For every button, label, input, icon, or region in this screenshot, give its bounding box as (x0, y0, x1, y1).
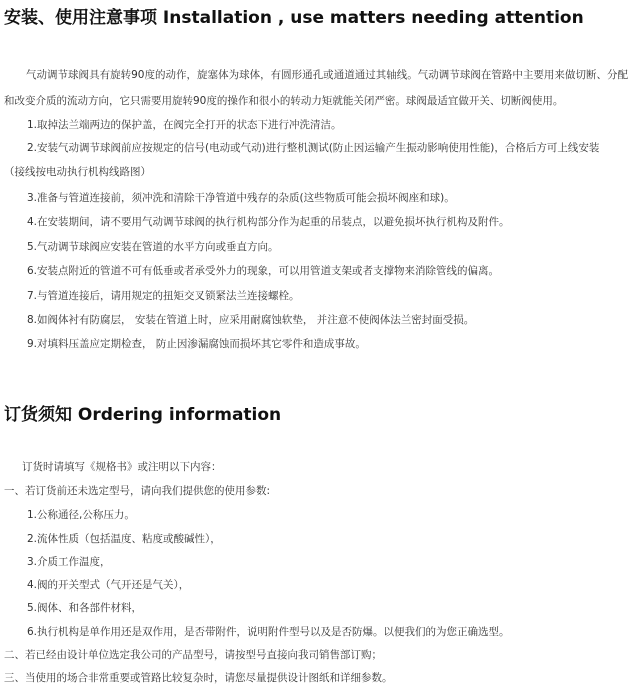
installation-item-4: 4.在安装期间，请不要用气动调节球阀的执行机构部分作为起重的吊装点，以避免损坏执行机构及附件。 (27, 216, 510, 228)
installation-item-6: 6.安装点附近的管道不可有低垂或者承受外力的现象，可以用管道支架或者支撑物来消除管线的偏离。 (27, 265, 500, 277)
installation-item-5: 5.气动调节球阀应安装在管道的水平方向或垂直方向。 (27, 241, 279, 253)
ordering-intro: 订货时请填写《规格书》或注明以下内容： (22, 461, 222, 473)
installation-item-7: 7.与管道连接后，请用规定的扭矩交叉锁紧法兰连接螺栓。 (27, 290, 300, 302)
ordering-point-2: 二、若已经由设计单位选定我公司的产品型号，请按型号直接向我司销售部订购； (4, 649, 382, 661)
ordering-subitem-6: 6.执行机构是单作用还是双作用，是否带附件，说明附件型号以及是否防爆。以便我们的为您正确选型。 (27, 626, 510, 638)
ordering-point-3: 三、当使用的场合非常重要或管路比较复杂时，请您尽量提供设计图纸和详细参数。 (4, 672, 393, 684)
ordering-point-1: 一、若订货前还未选定型号，请向我们提供您的使用参数: (4, 485, 271, 497)
installation-heading: 安装、使用注意事项 Installation , use matters needing attention (4, 8, 584, 28)
installation-item-2: 2.安装气动调节球阀前应按规定的信号(电动或气动)进行整机测试(防止因运输产生振动影响使用性能)，合格后方可上线安装（接线按电动执行机构线路图） (4, 142, 600, 178)
ordering-subitem-1: 1.公称通径,公称压力。 (27, 509, 135, 521)
ordering-subitem-2: 2.流体性质（包括温度、粘度或酸碱性）， (27, 533, 221, 545)
ordering-heading: 订货须知 Ordering information (4, 405, 282, 425)
installation-item-1: 1.取掉法兰端两边的保护盖，在阀完全打开的状态下进行冲洗清洁。 (27, 119, 342, 131)
installation-item-8: 8.如阀体衬有防腐层， 安装在管道上时，应采用耐腐蚀软垫， 并注意不使阀体法兰密封面受损。 (27, 314, 475, 326)
ordering-subitem-3: 3.介质工作温度， (27, 556, 111, 568)
installation-item-3: 3.准备与管道连接前，须冲洗和清除干净管道中残存的杂质(这些物质可能会损坏阀座和球)。 (27, 192, 455, 204)
ordering-subitem-4: 4.阀的开关型式（气开还是气关）， (27, 579, 190, 591)
installation-item-9: 9.对填料压盖应定期检查， 防止因渗漏腐蚀而损坏其它零件和造成事故。 (27, 338, 366, 350)
ordering-subitem-5: 5.阀体、和各部件材料， (27, 602, 143, 614)
installation-intro-paragraph: 气动调节球阀具有旋转90度的动作，旋塞体为球体，有圆形通孔或通道通过其轴线。气动调节球阀在管路中主要用来做切断、分配和改变介质的流动方向，它只需要用旋转90度的操作和很小的转动力矩就能关闭严密。球阀最适宜做开关、切断阀使用。 (4, 69, 628, 107)
